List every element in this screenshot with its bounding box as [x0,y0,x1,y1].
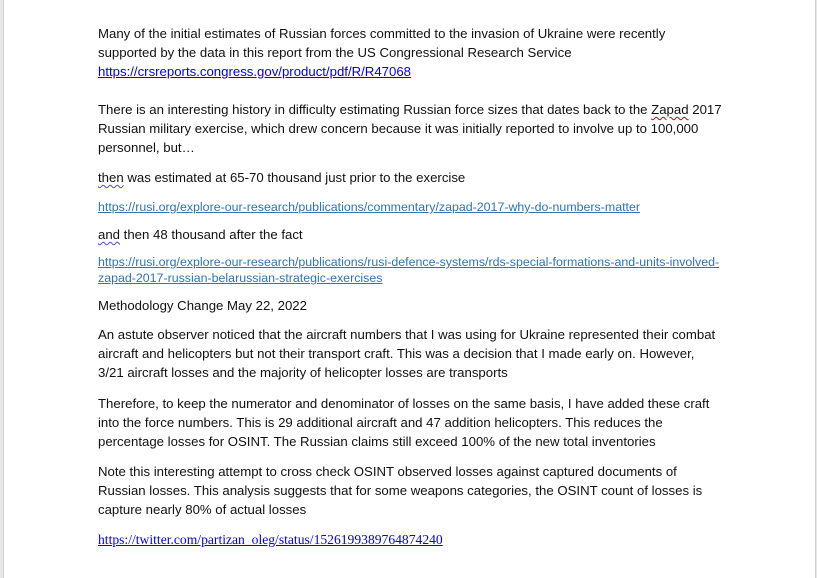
paragraph-rusi-link-1 [98,197,723,216]
paragraph-text: was estimated at 65-70 thousand just prior to the exercise [123,170,466,185]
grammar-flag-then[interactable]: then [98,170,124,185]
rusi-commentary-link[interactable]: https://rusi.org/explore-our-research/publications/commentary/zapad-2017-why-do-numbers-matter [98,200,640,214]
paragraph-crs-report [98,24,723,81]
paragraph-text: then 48 thousand after the fact [120,227,303,242]
paragraph-twitter-link [98,530,723,549]
methodology-heading: Methodology Change May 22, 2022 [98,298,307,313]
crs-report-link[interactable]: https://crsreports.congress.gov/product/pdf/R/R47068 [98,64,411,79]
paragraph-numerator-denominator: Therefore, to keep the numerator and denominator of losses on the same basis, I have added these craft into the force numbers. This is 29 additional aircraft and 47 addition helicopters. This reduces the percentage losses for OSINT. The Russian claims still exceed 100% of the new total inventories [98,396,710,449]
paragraph-text: There is an interesting history in difficulty estimating Russian force sizes that dates back to the [98,102,652,117]
document-page [3,0,816,578]
spelling-flag-zapad[interactable]: Zapad [651,102,689,117]
grammar-flag-and[interactable]: and [98,227,121,242]
twitter-status-link[interactable]: https://twitter.com/partizan_oleg/status/1526199389764874240 [98,532,443,547]
paragraph-rusi-link-2 [98,254,723,286]
paragraph-aircraft-numbers: An astute observer noticed that the aircraft numbers that I was using for Ukraine represented their combat aircraft and helicopters but not their transport craft. This was a decision that I made early on. However, 3/21 aircraft losses and the majority of helicopter losses are transports [98,327,716,380]
paragraph-estimate-prior [98,168,723,187]
document-body [98,24,723,549]
paragraph-text: Many of the initial estimates of Russian forces committed to the invasion of Ukraine were recently supported by the data in this report from the US Congressional Research Service [98,26,666,60]
paragraph-estimate-after [98,225,723,244]
paragraph-zapad-history [98,100,723,157]
paragraph-text: 2017 Russian military exercise, which drew concern because it was initially reported to involve up to 100,000 personnel, but… [98,102,722,155]
rusi-special-formations-link[interactable]: https://rusi.org/explore-our-research/publications/rusi-defence-systems/rds-special-formations-and-units-involved-zapad-2017-russian-belarussian-strategic-exercises [98,255,720,285]
paragraph-osint-cross-check: Note this interesting attempt to cross check OSINT observed losses against captured documents of Russian losses. This analysis suggests that for some weapons categories, the OSINT count of losses is capture nearly 80% of actual losses [98,464,703,517]
